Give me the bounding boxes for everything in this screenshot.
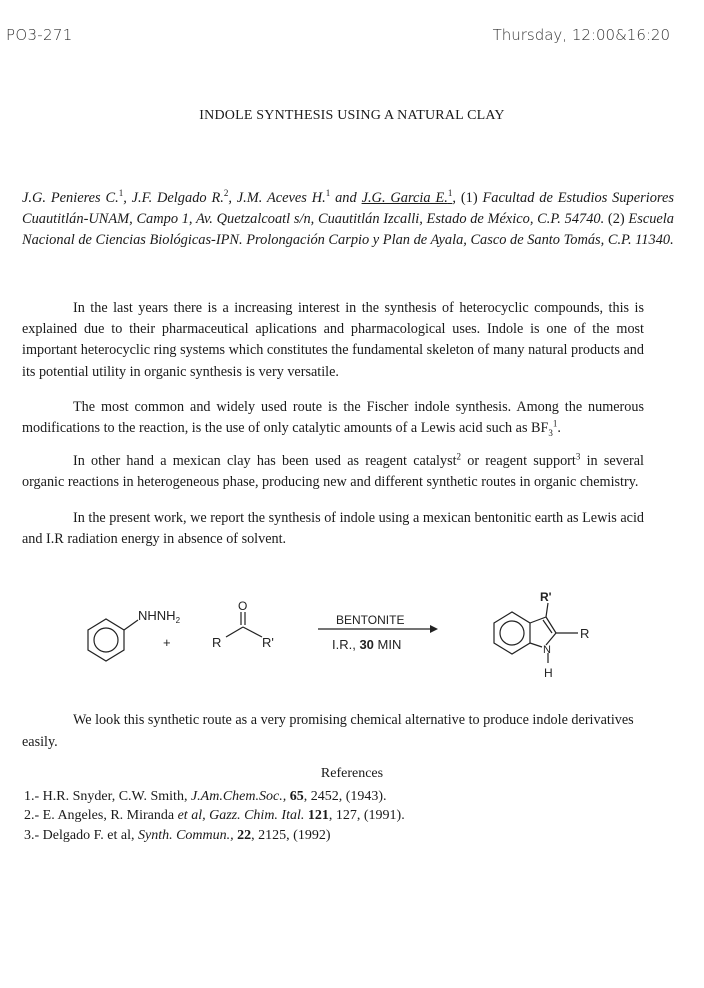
- reference-item: 3.- Delgado F. et al, Synth. Commun., 22, 2125, (1992): [24, 828, 331, 843]
- product-r-prime: R': [540, 590, 552, 604]
- paragraph-intro: In the last years there is a increasing interest in the synthesis of heterocyclic compounds, this is explained due to their pharmaceutical aplications and pharmacological uses. Indole is one of the most important heterocyclic ring systems which constitutes the fundamental skeleton of many natural products and its potential utility in organic synthesis is very versatile.: [22, 300, 644, 380]
- poster-code: PO3-271: [6, 26, 73, 44]
- affiliation-2-number: (2): [607, 210, 625, 227]
- authors-affiliations: J.G. Penieres C.$^1$, J.F. Delgado R.$^2$, J.M. Aceves H.$^1$ and J.G. Garcia E.$^1$, (1) Facultad de Estudios Superiores Cuautitlán-UNAM, Campo 1, Av. Quetzalcoatl s/n, Cuautitlán Izcalli, Estado de México, C.P. 54740. (2) Escuela Nacional de Ciencias Biológicas-IPN. Prolongación Carpio y Plan de Ayala, Casco de Santo Tomás, C.P. 11340.: [22, 188, 674, 248]
- product-nitrogen: N: [543, 644, 551, 656]
- author-4: J.G. Garcia E.$^1$: [361, 188, 453, 206]
- author-1: J.G. Penieres C.: [22, 189, 119, 206]
- ketone: [226, 612, 262, 637]
- affiliation-1-number: (1): [460, 189, 478, 206]
- affiliation-1: Facultad de Estudios Superiores Cuautitlán-UNAM, Campo 1, Av. Quetzalcoatl s/n, Cuautitlán Izcalli, Estado de México, C.P. 54740.: [22, 189, 674, 227]
- session-schedule: Thursday, 12:00&16:20: [492, 26, 670, 44]
- author-2-sup: 2: [223, 188, 229, 198]
- ketone-r: R: [212, 635, 222, 650]
- author-3-sup: 1: [325, 188, 331, 198]
- author-3: J.M. Aceves H.: [236, 189, 326, 206]
- catalyst-label: BENTONITE: [336, 613, 405, 627]
- reaction-scheme: [40, 585, 680, 685]
- phenylhydrazine: [88, 619, 138, 661]
- conditions-label: I.R., 30 MIN: [332, 637, 402, 652]
- author-1-sup: 1: [118, 188, 124, 198]
- paragraph-present-work: In the present work, we report the synthesis of indole using a mexican bentonitic earth as Lewis acid and I.R radiation energy in absence of solvent.: [22, 510, 644, 548]
- reference-item: 1.- H.R. Snyder, C.W. Smith, J.Am.Chem.Soc., 65, 2452, (1943).: [24, 789, 387, 804]
- and-word: and: [335, 189, 357, 206]
- plus-sign: +: [163, 635, 171, 650]
- author-2: J.F. Delgado R.: [131, 189, 224, 206]
- ketone-r-prime: R': [262, 635, 274, 650]
- aromatic-circle: [94, 628, 118, 652]
- hydrazine-group: $NHNH_2$: [138, 608, 181, 625]
- paper-title: INDOLE SYNTHESIS USING A NATURAL CLAY: [199, 108, 505, 123]
- paragraph-conclusion: We look this synthetic route as a very promising chemical alternative to produce indole derivatives easily.: [22, 712, 634, 750]
- product-r: R: [580, 626, 590, 641]
- product-hydrogen: H: [544, 666, 553, 680]
- affiliation-2: Escuela Nacional de Ciencias Biológicas-IPN. Prolongación Carpio y Plan de Ayala, Casco de Santo Tomás, C.P. 11340.: [22, 210, 674, 248]
- indole-product: [494, 603, 578, 663]
- reference-item: 2.- E. Angeles, R. Miranda et al, Gazz. Chim. Ital. 121, 127, (1991).: [24, 808, 405, 823]
- paragraph-fischer: The most common and widely used route is the Fischer indole synthesis. Among the numerous modifications to the reaction, is the use of only catalytic amounts of a Lewis acid such as $BF_3^1$.: [22, 399, 644, 439]
- references-heading: References: [320, 766, 384, 781]
- paragraph-clay: In other hand a mexican clay has been used as reagent catalyst$^2$ or reagent support$^3$ in several organic reactions in heterogeneous phase, producing new and different synthetic routes in organic chemistry.: [22, 451, 644, 491]
- ketone-oxygen: O: [238, 599, 248, 613]
